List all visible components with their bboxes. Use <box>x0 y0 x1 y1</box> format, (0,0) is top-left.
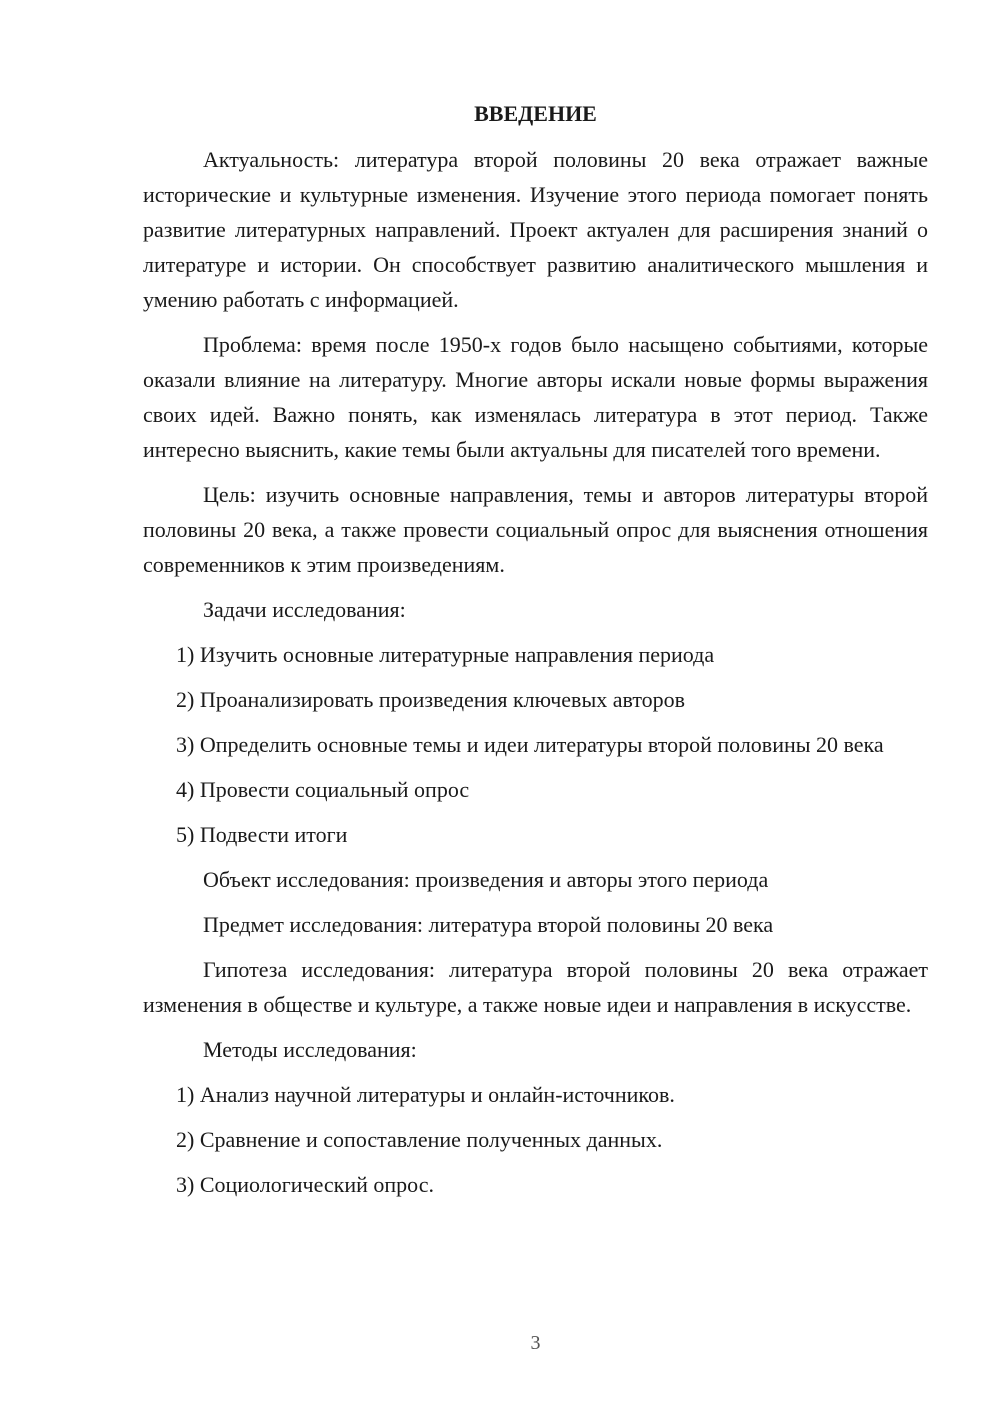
task-item: 2) Проанализировать произведения ключевых авторов <box>176 687 686 712</box>
subject-line: Предмет исследования: литература второй половины 20 века <box>203 912 774 937</box>
methods-heading: Методы исследования: <box>203 1037 417 1062</box>
method-item: 2) Сравнение и сопоставление полученных данных. <box>176 1127 663 1152</box>
section-title: ВВЕДЕНИЕ <box>474 101 597 126</box>
task-item: 1) Изучить основные литературные направления периода <box>176 642 715 667</box>
hypothesis-paragraph: Гипотеза исследования: литература второй половины 20 века отражает изменения в обществе и культуре, а также новые идеи и направления в искусстве. <box>143 957 928 1017</box>
problem-paragraph: Проблема: время после 1950-х годов было насыщено событиями, которые оказали влияние на литературу. Многие авторы искали новые формы выражения своих идей. Важно понять, как изменялась литература в этот период. Также интересно выяснить, какие темы были актуальны для писателей того времени. <box>143 332 928 462</box>
page-number: 3 <box>530 1332 541 1354</box>
object-line: Объект исследования: произведения и авторы этого периода <box>203 867 769 892</box>
goal-paragraph: Цель: изучить основные направления, темы и авторов литературы второй половины 20 века, а также провести социальный опрос для выяснения отношения современников к этим произведениям. <box>143 482 928 577</box>
method-item: 3) Социологический опрос. <box>176 1172 434 1197</box>
page-content <box>143 96 928 1212</box>
tasks-heading: Задачи исследования: <box>203 597 406 622</box>
task-item: 3) Определить основные темы и идеи литературы второй половины 20 века <box>176 732 884 757</box>
task-item: 4) Провести социальный опрос <box>176 777 470 802</box>
method-item: 1) Анализ научной литературы и онлайн-источников. <box>176 1082 675 1107</box>
relevance-paragraph: Актуальность: литература второй половины 20 века отражает важные исторические и культурные изменения. Изучение этого периода помогает понять развитие литературных направлений. Проект актуален для расширения знаний о литературе и истории. Он способствует развитию аналитического мышления и умению работать с информацией. <box>143 147 928 312</box>
task-item: 5) Подвести итоги <box>176 822 348 847</box>
